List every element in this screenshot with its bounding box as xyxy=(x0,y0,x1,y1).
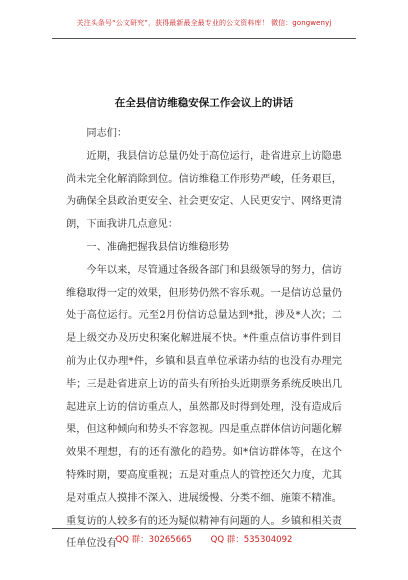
document-title: 在全县信访维稳安保工作会议上的讲话 xyxy=(114,97,294,109)
header-banner: 关注头条号“公文研究”，获得最新最全最专业的公文资料库！ 微信：gongwenyj xyxy=(76,19,332,27)
paragraph: 近期，我县信访总量仍处于高位运行，赴省进京上访隐患尚未完全化解消除到位。信访维稳工作形势严峻，任务艰巨，为确保全县政治更安全、社会更安定、人民更安宁、网络更清朗，下面我讲几点意见： xyxy=(66,150,342,231)
paragraph: 今年以来，尽管通过各级各部门和县级领导的努力，信访维稳取得一定的效果，但形势仍然不容乐观。一是信访总量仍处于高位运行。元至2月份信访总量达到*批，涉及*人次；二是上级交办及历史积案化解进展不快。*件重点信访事件到目前为止仅办理*件，乡镇和县直单位承诺办结的也没有办理完毕；三是赴省进京上访的苗头有所抬头近期票务系统反映出几起进京上访的信访重点人，虽然都及时得到处理，没有造成后果，但这种倾向和势头不容忽视。四是重点群体信访问题化解效果不理想，有的还有激化的趋势。如*信访群体等，在这个特殊时期，要高度重视；五是对重点人的管控还欠力度，尤其是对重点人摸排不深入、进展缓慢、分类不细、施策不精准。重复访的人较多有的还为疑似精神有问题的人。乡镇和相关责任单位没有 xyxy=(66,264,342,550)
salutation: 同志们： xyxy=(86,128,128,139)
footer-qq-group-1: QQ 群：30265665 xyxy=(115,535,192,545)
section-heading: 一、准确把握我县信访维稳形势 xyxy=(86,241,230,253)
footer-qq-group-2: QQ 群：535304092 xyxy=(210,535,293,545)
header-divider xyxy=(52,38,356,39)
footer-divider xyxy=(52,528,356,529)
document-body xyxy=(66,123,342,556)
footer xyxy=(0,533,408,545)
